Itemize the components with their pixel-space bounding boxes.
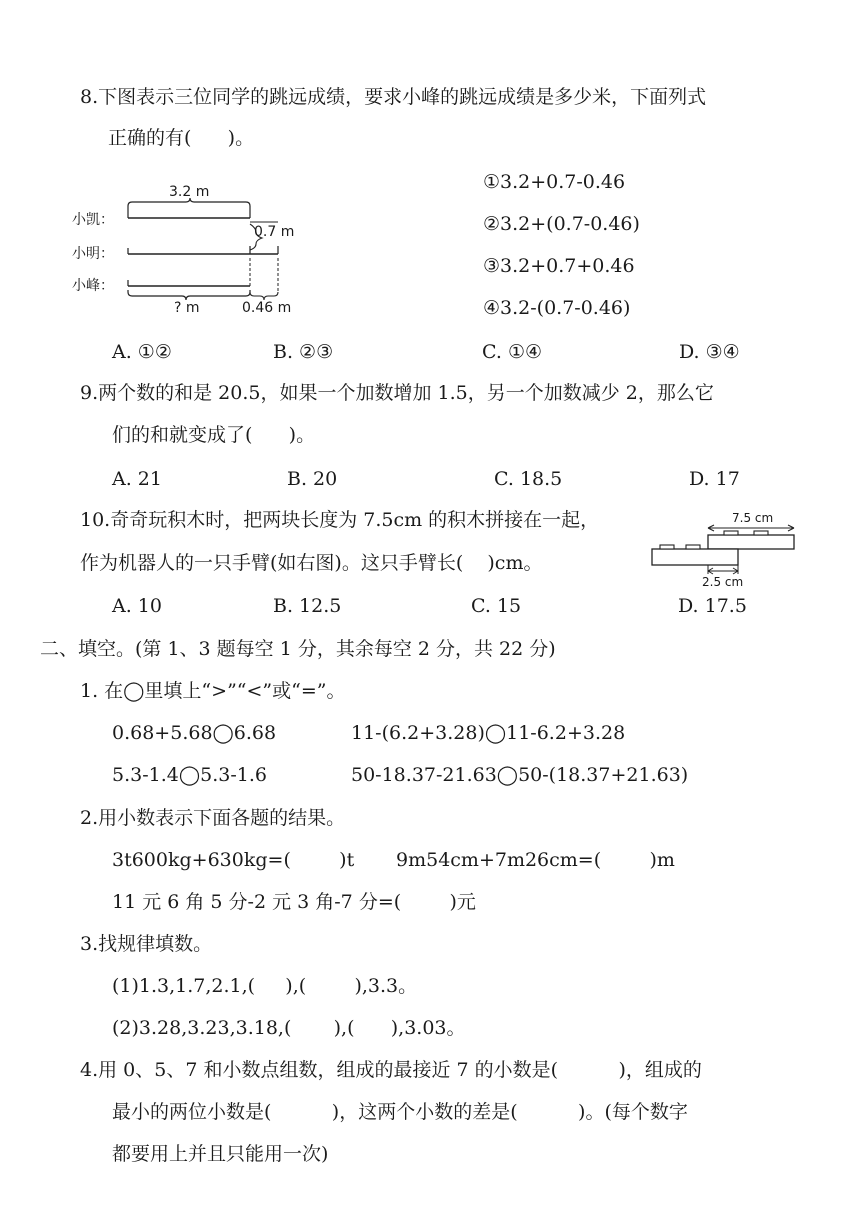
q10-stem-line1: 10.奇奇玩积木时，把两块长度为 7.5cm 的积木拼接在一起， — [80, 509, 600, 531]
fill-q3-item-1[interactable]: (1)1.3,1.7,2.1,( ),( ),3.3。 — [112, 975, 418, 997]
label-0-7m: 0.7 m — [254, 224, 295, 240]
q8-formula-4: ④3.2-(0.7-0.46) — [483, 297, 631, 319]
label-unknown-m: ? m — [174, 300, 200, 316]
label-7-5cm: 7.5 cm — [732, 511, 774, 525]
fill-q2-item-2[interactable]: 9m54cm+7m26cm=( )m — [396, 849, 675, 871]
q8-stem-line2: 正确的有( )。 — [108, 127, 255, 149]
fill-q4-line2[interactable]: 最小的两位小数是( )，这两个小数的差是( )。(每个数字 — [112, 1101, 688, 1123]
label-2-5cm: 2.5 cm — [702, 575, 744, 589]
label-0-46m: 0.46 m — [242, 300, 292, 316]
q9-option-d[interactable]: D. 17 — [689, 468, 740, 490]
fill-q2-title: 2.用小数表示下面各题的结果。 — [80, 807, 346, 829]
q10-option-b[interactable]: B. 12.5 — [273, 595, 342, 617]
long-jump-diagram — [70, 180, 330, 320]
fill-q1-item-3[interactable]: 5.3-1.4◯5.3-1.6 — [112, 764, 267, 786]
q8-stem-line1: 8.下图表示三位同学的跳远成绩，要求小峰的跳远成绩是多少米，下面列式 — [80, 86, 707, 108]
q8-option-a[interactable]: A. ①② — [112, 341, 172, 363]
fill-q2-item-3[interactable]: 11 元 6 角 5 分-2 元 3 角-7 分=( )元 — [112, 891, 476, 913]
q9-option-a[interactable]: A. 21 — [112, 468, 162, 490]
fill-q1-item-2[interactable]: 11-(6.2+3.28)◯11-6.2+3.28 — [351, 722, 626, 744]
q8-option-b[interactable]: B. ②③ — [273, 341, 334, 363]
q8-formula-3: ③3.2+0.7+0.46 — [483, 255, 635, 277]
q9-stem-line2: 们的和就变成了( )。 — [112, 424, 316, 446]
q8-formula-1: ①3.2+0.7-0.46 — [483, 171, 626, 193]
diagram-name-xiaoming: 小明： — [72, 246, 114, 262]
fill-q3-title: 3.找规律填数。 — [80, 933, 213, 955]
q10-option-c[interactable]: C. 15 — [471, 595, 522, 617]
diagram-name-xiaokai: 小凯： — [72, 212, 114, 228]
q8-option-c[interactable]: C. ①④ — [482, 341, 543, 363]
fill-q1-title: 1. 在◯里填上“>”“<”或“=”。 — [80, 680, 346, 702]
q8-formula-2: ②3.2+(0.7-0.46) — [483, 213, 640, 235]
fill-q4-line3: 都要用上并且只能用一次) — [112, 1143, 329, 1165]
fill-q1-item-1[interactable]: 0.68+5.68◯6.68 — [112, 722, 277, 744]
q10-stem-line2: 作为机器人的一只手臂(如右图)。这只手臂长( )cm。 — [80, 552, 543, 574]
fill-q1-item-4[interactable]: 50-18.37-21.63◯50-(18.37+21.63) — [351, 764, 689, 786]
label-3-2m: 3.2 m — [169, 184, 210, 200]
q9-stem-line1: 9.两个数的和是 20.5，如果一个加数增加 1.5，另一个加数减少 2，那么它 — [80, 382, 714, 404]
fill-q2-item-1[interactable]: 3t600kg+630kg=( )t — [112, 849, 355, 871]
q10-option-a[interactable]: A. 10 — [112, 595, 162, 617]
fill-q3-item-2[interactable]: (2)3.28,3.23,3.18,( ),( ),3.03。 — [112, 1017, 466, 1039]
fill-q4-line1[interactable]: 4.用 0、5、7 和小数点组数，组成的最接近 7 的小数是( )，组成的 — [80, 1059, 702, 1081]
building-blocks-diagram — [648, 508, 808, 590]
q10-option-d[interactable]: D. 17.5 — [678, 595, 747, 617]
q8-option-d[interactable]: D. ③④ — [679, 341, 740, 363]
section2-heading: 二、填空。(第 1、3 题每空 1 分，其余每空 2 分，共 22 分) — [40, 638, 556, 660]
diagram-name-xiaofeng: 小峰： — [72, 278, 114, 294]
q9-option-c[interactable]: C. 18.5 — [494, 468, 563, 490]
q9-option-b[interactable]: B. 20 — [287, 468, 338, 490]
